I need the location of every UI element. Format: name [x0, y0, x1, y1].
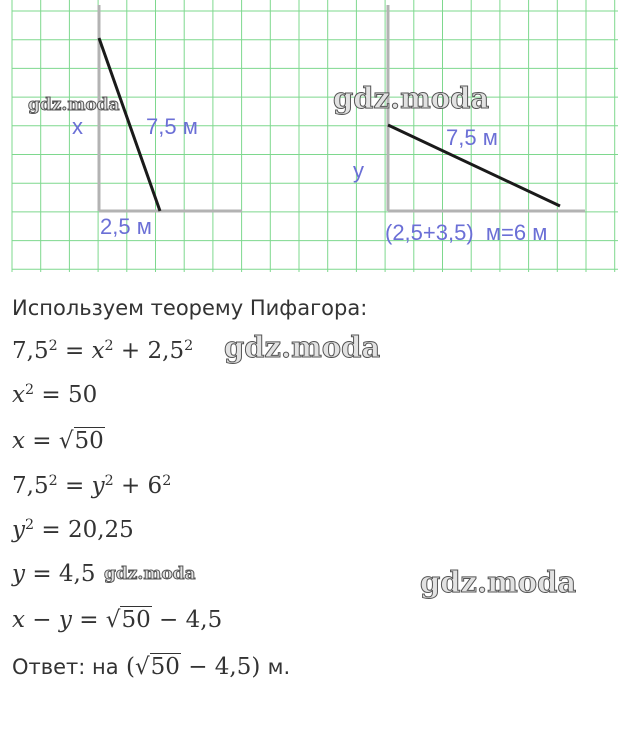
watermark: gdz.moda	[224, 330, 381, 364]
equation-4: $7,5^2 = y^2 + 6^2$	[12, 473, 172, 499]
right-leg-y-label: y	[353, 158, 364, 183]
left-base-label: 2,5 м	[100, 214, 152, 239]
solution-intro: Используем теорему Пифагора:	[12, 296, 368, 320]
sqrt-expression: √50	[105, 607, 151, 633]
watermark: gdz.moda	[333, 81, 490, 115]
answer-line: Ответ: на (√50 − 4,5) м.	[12, 654, 291, 680]
equation-2: $x^2 = 50$	[12, 382, 98, 408]
sqrt-expression: √50	[58, 428, 104, 454]
right-base-label: (2,5+3,5) м=6 м	[385, 220, 548, 245]
right-hyp-label: 7,5 м	[446, 125, 498, 150]
watermark: gdz.moda	[28, 95, 120, 115]
equation-3: x = √50	[12, 428, 104, 454]
equation-5: $y^2 = 20,25$	[12, 517, 134, 543]
equation-6: y = 4,5	[12, 561, 96, 587]
equation-1: $7,5^2 = x^2 + 2,5^2$	[12, 338, 194, 364]
left-leg-x-label: x	[72, 114, 83, 139]
equation-7: x − y = √50 − 4,5	[12, 607, 223, 633]
geometry-figure	[0, 0, 630, 280]
watermark: gdz.moda	[104, 564, 196, 584]
left-hyp-label: 7,5 м	[146, 114, 198, 139]
sqrt-expression: √50	[134, 654, 180, 680]
watermark: gdz.moda	[420, 565, 577, 599]
